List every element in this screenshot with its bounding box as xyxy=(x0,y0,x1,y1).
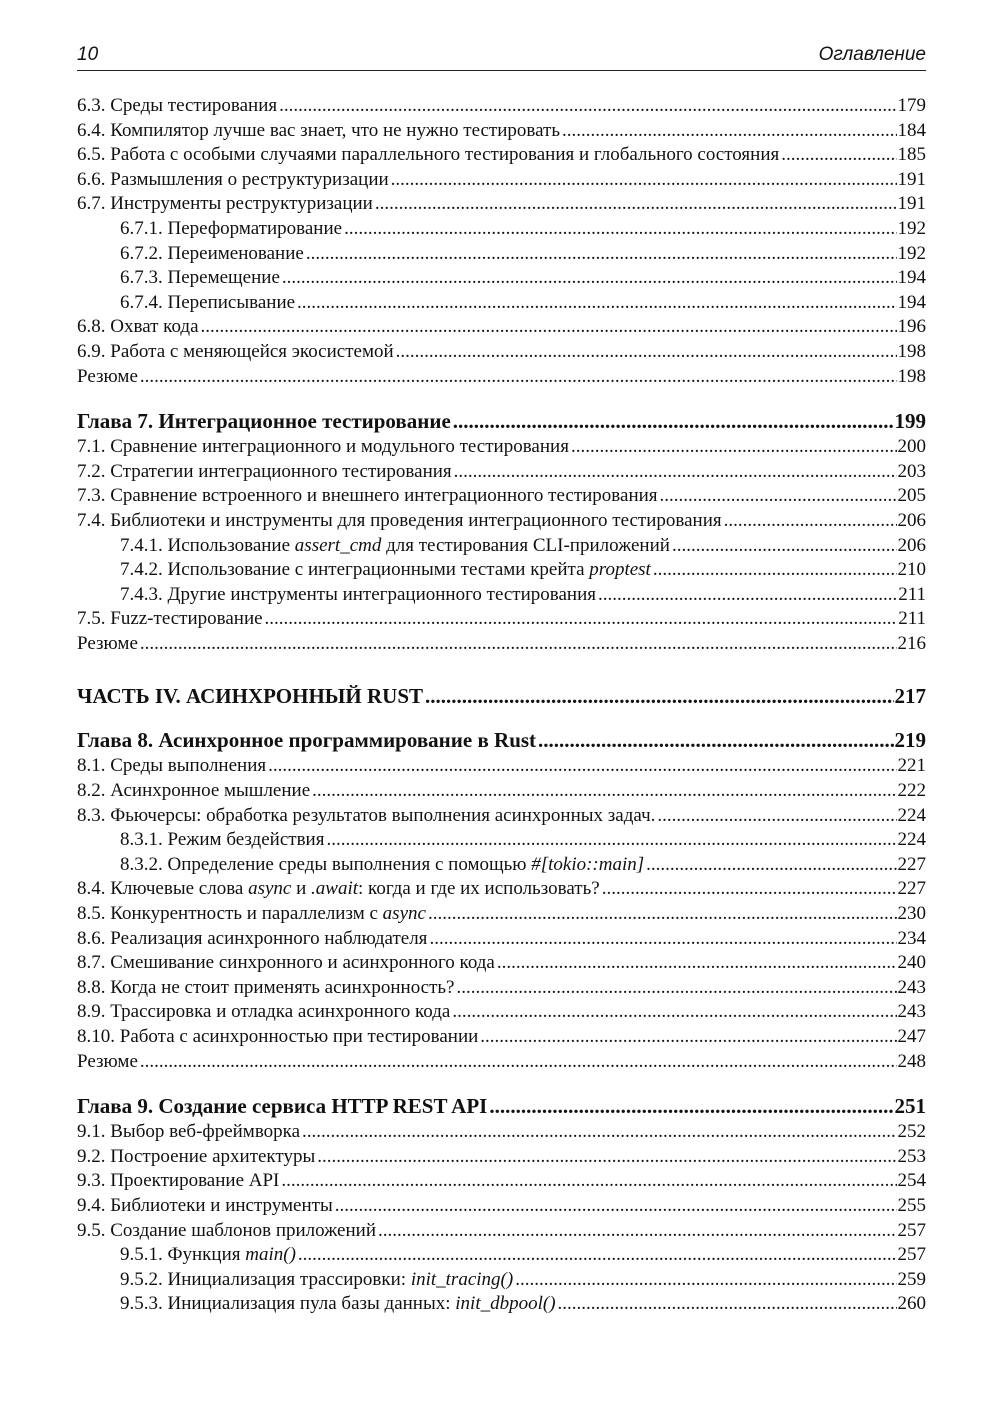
toc-entry-title: Резюме xyxy=(77,632,138,654)
toc-entry-page: 184 xyxy=(897,119,926,141)
leader-dots xyxy=(265,607,898,632)
toc-entry[interactable] xyxy=(77,1194,926,1219)
toc-entry-title: 6.6. Размышления о реструктуризации xyxy=(77,168,389,190)
toc-entry[interactable] xyxy=(77,1219,926,1244)
running-title: Оглавление xyxy=(818,44,926,65)
toc-entry-title: 8.3.1. Режим бездействия xyxy=(120,829,325,851)
toc-entry[interactable] xyxy=(77,1000,926,1025)
toc-part-4[interactable]: ЧАСТЬ IV. АСИНХРОННЫЙ RUST ..... 217 xyxy=(77,682,926,710)
toc-entry[interactable] xyxy=(77,1025,926,1050)
toc-entry-page: 243 xyxy=(897,1001,926,1023)
toc-entry-8-3-2[interactable]: 8.3.2. Определение среды выполнения с помощью #[tokio::main] ..... 227 xyxy=(77,853,926,878)
toc-entry-title: 8.1. Среды выполнения xyxy=(77,755,267,777)
toc-entry-page: 254 xyxy=(897,1170,926,1192)
toc-entry-title: Резюме xyxy=(77,365,138,387)
toc-entry-page: 206 xyxy=(897,509,926,531)
toc-entry[interactable] xyxy=(77,607,926,632)
leader-dots xyxy=(391,168,897,193)
toc-entry-title: 8.2. Асинхронное мышление xyxy=(77,780,311,802)
toc-entry-title: 8.7. Смешивание синхронного и асинхронного кода xyxy=(77,952,495,974)
toc-entry-7-4-2[interactable]: 7.4.2. Использование с интеграционными тестами крейта proptest ..... 210 xyxy=(77,558,926,583)
toc-entry[interactable] xyxy=(77,1169,926,1194)
leader-dots xyxy=(657,804,896,829)
toc-entry-page: 252 xyxy=(897,1121,926,1143)
toc-entry-page: 200 xyxy=(897,436,926,458)
toc-entry-title: 7.4. Библиотеки и инструменты для проведения интеграционного тестирования xyxy=(77,509,722,531)
page-number: 10 xyxy=(77,44,99,65)
toc-entry[interactable] xyxy=(77,168,926,193)
toc-entry[interactable] xyxy=(77,192,926,217)
toc-entry[interactable] xyxy=(77,242,926,267)
toc-entry[interactable] xyxy=(77,828,926,853)
toc-entry-9-5-1[interactable]: 9.5.1. Функция main() ..... 257 xyxy=(77,1243,926,1268)
leader-dots xyxy=(326,828,896,853)
page-header xyxy=(77,44,926,71)
toc-entry-title: 8.9. Трассировка и отладка асинхронного кода xyxy=(77,1001,451,1023)
toc-entry-page: 255 xyxy=(897,1194,926,1216)
toc-entry-page: 221 xyxy=(897,755,926,777)
leader-dots xyxy=(281,1169,896,1194)
toc-entry[interactable] xyxy=(77,976,926,1001)
toc-entry-title: 8.10. Работа с асинхронностью при тестировании xyxy=(77,1026,479,1047)
leader-dots xyxy=(781,143,896,168)
toc-entry-page: 257 xyxy=(897,1219,926,1241)
leader-dots xyxy=(297,291,896,316)
toc-entry-title: 9.1. Выбор веб-фреймворка xyxy=(77,1121,301,1143)
toc-entry[interactable] xyxy=(77,951,926,976)
toc-entry-title: 8.3. Фьючерсы: обработка результатов выполнения асинхронных задач. xyxy=(77,804,656,826)
leader-dots xyxy=(201,315,897,340)
toc-entry-page: 211 xyxy=(898,608,926,630)
leader-dots xyxy=(480,1025,896,1050)
toc-entry-page: 185 xyxy=(897,144,926,166)
toc-entry-7-4-1[interactable]: 7.4.1. Использование assert_cmd для тестирования CLI-приложений ..... 206 xyxy=(77,534,926,559)
toc-entry[interactable] xyxy=(77,927,926,952)
leader-dots xyxy=(140,1050,897,1075)
toc-entry-page: 224 xyxy=(897,829,926,851)
leader-dots xyxy=(335,1194,897,1219)
toc-entry-page: 191 xyxy=(897,193,926,215)
toc-entry-page: 243 xyxy=(897,976,926,998)
toc-entry[interactable] xyxy=(77,143,926,168)
toc-entry-page: 247 xyxy=(897,1026,926,1047)
leader-dots xyxy=(429,927,896,952)
leader-dots xyxy=(279,94,896,119)
leader-dots xyxy=(375,192,897,217)
toc-entry-page: 248 xyxy=(897,1050,926,1072)
leader-dots xyxy=(312,779,896,804)
toc-entry-page: 179 xyxy=(897,95,926,116)
toc-entry-8-5[interactable]: 8.5. Конкурентность и параллелизм с async ..... 230 xyxy=(77,902,926,927)
toc-entry-page: 198 xyxy=(897,340,926,362)
leader-dots xyxy=(562,119,896,144)
toc-entry[interactable] xyxy=(77,94,926,119)
toc-entry-page: 205 xyxy=(897,485,926,507)
toc-entry-page: 194 xyxy=(897,291,926,313)
leader-dots xyxy=(268,754,896,779)
leader-dots xyxy=(724,509,897,534)
toc-entry-9-5-3[interactable]: 9.5.3. Инициализация пула базы данных: init_dbpool() ..... 260 xyxy=(77,1292,926,1317)
leader-dots xyxy=(660,484,897,509)
leader-dots xyxy=(452,1000,896,1025)
toc-entry[interactable] xyxy=(77,340,926,365)
table-of-contents xyxy=(77,94,926,1317)
toc-entry-title: 6.9. Работа с меняющейся экосистемой xyxy=(77,340,394,362)
toc-entry-page: 198 xyxy=(897,365,926,387)
toc-entry-page: 216 xyxy=(897,632,926,654)
toc-entry-title: 9.3. Проектирование API xyxy=(77,1170,280,1192)
toc-entry-title: 6.7.1. Переформатирование xyxy=(120,217,343,239)
toc-entry-title: 8.8. Когда не стоит применять асинхронность? xyxy=(77,976,455,998)
toc-entry[interactable] xyxy=(77,1120,926,1145)
leader-dots xyxy=(317,1145,896,1170)
leader-dots xyxy=(598,583,897,608)
toc-entry-title: 7.3. Сравнение встроенного и внешнего интеграционного тестирования xyxy=(77,485,658,507)
toc-entry-title: 6.7.2. Переименование xyxy=(120,242,304,264)
toc-entry-title: 8.6. Реализация асинхронного наблюдателя xyxy=(77,927,428,949)
leader-dots xyxy=(282,266,897,291)
toc-entry-title: 6.8. Охват кода xyxy=(77,316,199,338)
toc-entry[interactable] xyxy=(77,1050,926,1075)
toc-entry-title: 6.7. Инструменты реструктуризации xyxy=(77,193,373,215)
toc-entry-page: 224 xyxy=(897,804,926,826)
toc-entry[interactable] xyxy=(77,484,926,509)
toc-entry-title: 9.5. Создание шаблонов приложений xyxy=(77,1219,376,1241)
toc-entry[interactable] xyxy=(77,217,926,242)
toc-entry[interactable] xyxy=(77,266,926,291)
toc-entry-title: Резюме xyxy=(77,1050,138,1072)
toc-entry[interactable] xyxy=(77,804,926,829)
leader-dots xyxy=(396,340,897,365)
toc-entry-page: 211 xyxy=(898,583,926,605)
toc-entry-title: 7.1. Сравнение интеграционного и модульного тестирования xyxy=(77,436,569,458)
toc-entry-page: 203 xyxy=(897,460,926,482)
leader-dots xyxy=(306,242,897,267)
toc-chapter-7[interactable]: Глава 7. Интеграционное тестирование ..... 199 xyxy=(77,407,926,435)
toc-entry-page: 191 xyxy=(897,168,926,190)
toc-chapter-9[interactable]: Глава 9. Создание сервиса HTTP REST API ..... 251 xyxy=(77,1092,926,1120)
toc-entry-title: 6.5. Работа с особыми случаями параллельного тестирования и глобального состояния xyxy=(77,144,780,166)
toc-entry[interactable] xyxy=(77,315,926,340)
toc-entry-title: 9.4. Библиотеки и инструменты xyxy=(77,1194,333,1216)
leader-dots xyxy=(140,632,897,657)
toc-entry[interactable] xyxy=(77,119,926,144)
toc-entry-title: 6.7.4. Переписывание xyxy=(120,291,296,313)
toc-entry-title: 7.4.3. Другие инструменты интеграционного тестирования xyxy=(120,583,596,605)
leader-dots xyxy=(378,1219,897,1244)
toc-entry-page: 253 xyxy=(897,1145,926,1167)
toc-entry-title: 6.7.3. Перемещение xyxy=(120,267,280,289)
toc-entry-title: 7.5. Fuzz-тестирование xyxy=(77,608,263,630)
toc-entry-page: 192 xyxy=(897,242,926,264)
toc-entry-title: 6.3. Среды тестирования xyxy=(77,95,278,116)
toc-entry[interactable] xyxy=(77,435,926,460)
leader-dots xyxy=(454,460,897,485)
toc-chapter-8[interactable]: Глава 8. Асинхронное программирование в Rust ..... 219 xyxy=(77,726,926,754)
toc-entry[interactable] xyxy=(77,754,926,779)
toc-entry-title: 6.4. Компилятор лучше вас знает, что не нужно тестировать xyxy=(77,119,561,141)
leader-dots xyxy=(302,1120,896,1145)
toc-entry[interactable] xyxy=(77,1145,926,1170)
toc-entry[interactable] xyxy=(77,509,926,534)
toc-entry-8-4[interactable]: 8.4. Ключевые слова async и .await: когда и где их использовать? ..... 227 xyxy=(77,877,926,902)
toc-entry-title: 9.2. Построение архитектуры xyxy=(77,1145,316,1167)
toc-entry-page: 194 xyxy=(897,267,926,289)
toc-entry-page: 196 xyxy=(897,316,926,338)
toc-entry-page: 234 xyxy=(897,927,926,949)
toc-entry-9-5-2[interactable]: 9.5.2. Инициализация трассировки: init_tracing() ..... 259 xyxy=(77,1268,926,1293)
leader-dots xyxy=(140,365,897,390)
leader-dots xyxy=(571,435,897,460)
toc-entry[interactable] xyxy=(77,460,926,485)
toc-entry[interactable] xyxy=(77,365,926,390)
leader-dots xyxy=(457,976,897,1001)
leader-dots xyxy=(344,217,896,242)
toc-entry-page: 240 xyxy=(897,952,926,974)
leader-dots xyxy=(497,951,897,976)
toc-entry-title: 7.2. Стратегии интеграционного тестирования xyxy=(77,460,452,482)
toc-entry[interactable] xyxy=(77,779,926,804)
toc-entry[interactable] xyxy=(77,583,926,608)
toc-entry[interactable] xyxy=(77,291,926,316)
toc-entry-page: 192 xyxy=(897,217,926,239)
toc-entry-page: 222 xyxy=(897,780,926,802)
toc-entry[interactable] xyxy=(77,632,926,657)
